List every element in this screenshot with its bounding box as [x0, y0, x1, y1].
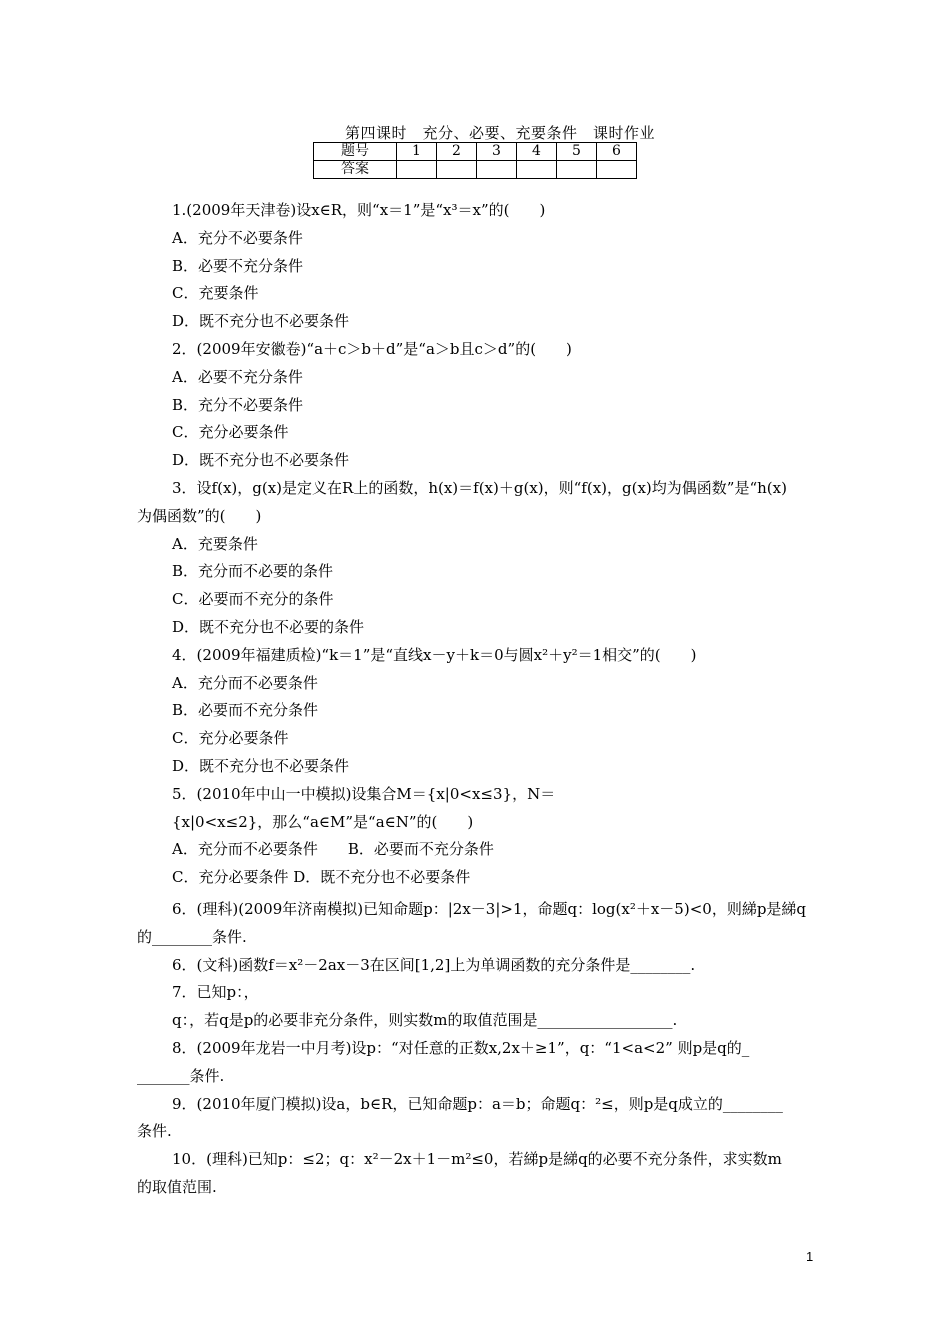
q1-option-a: A．充分不必要条件 [172, 228, 303, 247]
q3-stem-line1: 3．设f(x)，g(x)是定义在R上的函数，h(x)＝f(x)＋g(x)，则“f(x)，g(x)均为偶函数”是“h(x) [172, 478, 787, 497]
q9-line1: 9．(2010年厦门模拟)设a，b∈R，已知命题p：a＝b；命题q：²≤，则p是q成立的________ [172, 1094, 783, 1113]
q8-line2: _______条件. [137, 1066, 225, 1085]
question-number-cell: 4 [517, 143, 557, 161]
q1-option-b: B．必要不充分条件 [172, 256, 304, 275]
q5-stem-line2: {x|0<x≤2}，那么“a∈M”是“a∈N”的( ) [172, 812, 474, 831]
q10-line1: 10．(理科)已知p：≤2；q：x²－2x＋1－m²≤0，若綈p是綈q的必要不充分条件，求实数m [172, 1150, 782, 1169]
q6-science-line2: 的________条件. [137, 927, 247, 946]
answer-cell [597, 161, 637, 179]
q4-option-a: A．充分而不必要条件 [172, 673, 318, 692]
q5-stem-line1: 5．(2010年中山一中模拟)设集合M＝{x|0<x≤3}，N＝ [172, 784, 556, 803]
q6-science-line1: 6．(理科)(2009年济南模拟)已知命题p：|2x－3|>1，命题q：log(x²＋x－5)<0，则綈p是綈q [172, 899, 807, 918]
q4-stem: 4．(2009年福建质检)“k＝1”是“直线x－y＋k＝0与圆x²＋y²＝1相交”的( ) [172, 645, 697, 664]
q3-option-a: A．充要条件 [172, 534, 258, 553]
q2-option-a: A．必要不充分条件 [172, 367, 303, 386]
answer-cell [557, 161, 597, 179]
page-number: 1 [806, 1249, 814, 1264]
q3-option-c: C．必要而不充分的条件 [172, 590, 334, 609]
answer-cell [477, 161, 517, 179]
page-title: 第四课时 充分、必要、充要条件 课时作业 [344, 124, 655, 142]
q1-option-c: C．充要条件 [172, 284, 259, 303]
q6-arts: 6．(文科)函数f＝x²－2ax－3在区间[1,2]上为单调函数的充分条件是________. [172, 955, 696, 974]
q5-options-cd: C．充分必要条件 D．既不充分也不必要条件 [172, 868, 471, 887]
q10-line2: 的取值范围. [137, 1177, 217, 1196]
question-number-cell: 3 [477, 143, 517, 161]
answer-cell [397, 161, 437, 179]
q7-line2: q：，若q是p的必要非充分条件，则实数m的取值范围是__________________. [172, 1011, 678, 1030]
q4-option-d: D．既不充分也不必要条件 [172, 756, 350, 775]
q4-option-c: C．充分必要条件 [172, 729, 289, 748]
q3-option-b: B．充分而不必要的条件 [172, 562, 334, 581]
q8-line1: 8．(2009年龙岩一中月考)设p：“对任意的正数x,2x＋≥1”，q：“1<a<2” 则p是q的_ [172, 1038, 750, 1057]
question-number-cell: 5 [557, 143, 597, 161]
q1-option-d: D．既不充分也不必要条件 [172, 312, 350, 331]
question-list [137, 197, 817, 1202]
table-row [314, 143, 637, 161]
q2-option-c: C．充分必要条件 [172, 423, 289, 442]
q3-option-d: D．既不充分也不必要的条件 [172, 617, 365, 636]
q2-stem: 2．(2009年安徽卷)“a＋c＞b＋d”是“a＞b且c＞d”的( ) [172, 339, 572, 358]
question-number-cell: 1 [397, 143, 437, 161]
q4-option-b: B．必要而不充分条件 [172, 701, 319, 720]
row-label-answer: 答案 [314, 161, 397, 179]
q3-stem-line2: 为偶函数”的( ) [137, 506, 262, 525]
q5-options-ab: A．充分而不必要条件 B．必要而不充分条件 [172, 840, 494, 859]
answer-cell [437, 161, 477, 179]
question-number-cell: 6 [597, 143, 637, 161]
answer-cell [517, 161, 557, 179]
table-row [314, 161, 637, 179]
answer-table [313, 142, 637, 179]
row-label-question-number: 题号 [314, 143, 397, 161]
q2-option-d: D．既不充分也不必要条件 [172, 451, 350, 470]
question-number-cell: 2 [437, 143, 477, 161]
q1-stem: 1.(2009年天津卷)设x∈R，则“x＝1”是“x³＝x”的( ) [172, 201, 546, 219]
q7-line1: 7．已知p：， [172, 983, 259, 1002]
q9-line2: 条件. [137, 1122, 172, 1141]
q2-option-b: B．充分不必要条件 [172, 395, 304, 414]
